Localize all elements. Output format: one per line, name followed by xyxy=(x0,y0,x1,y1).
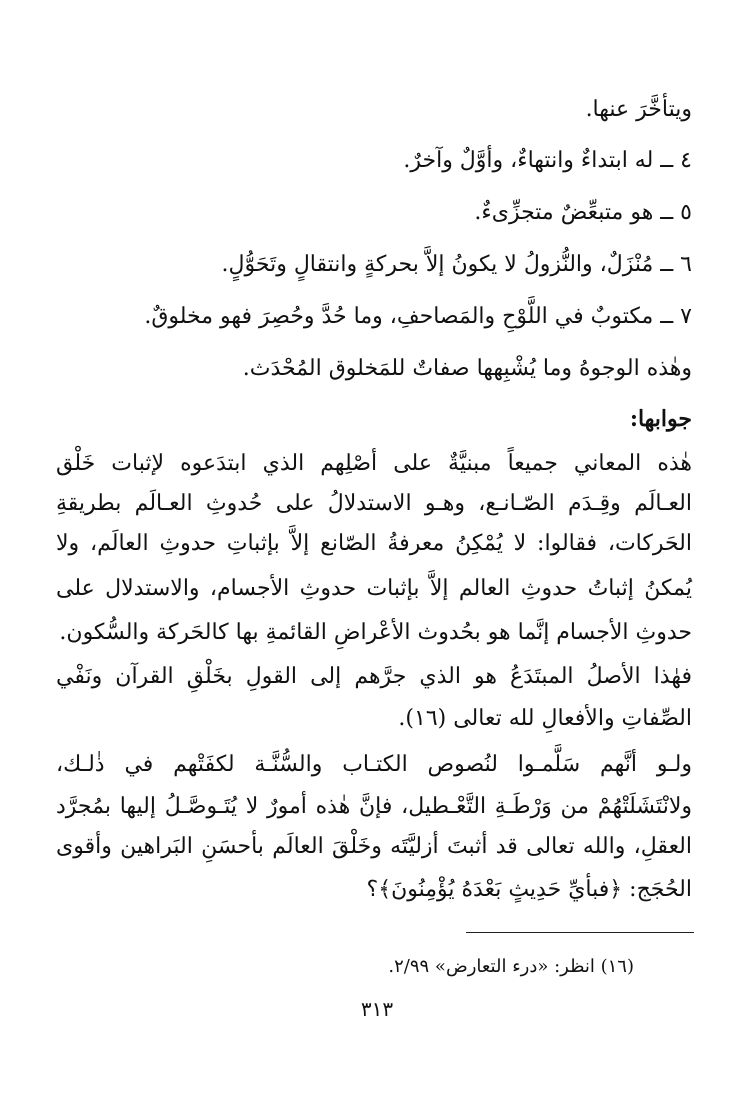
text-line-1: ويتأخَّرَ عنها. xyxy=(585,97,692,122)
footnote-divider xyxy=(466,932,694,933)
list-item-4: ٤ ــ له ابتداءٌ وانتهاءٌ، وأوَّلٌ وآخرٌ. xyxy=(403,148,692,173)
paragraph-1-line-2: العـالَم وقِـدَم الصّـانـع، وهـو الاستدلالُ على حُدوثِ العـالَم بطريقةِ xyxy=(56,491,692,516)
paragraph-3-line-2: ولانْتَشَلَتْهُمْ من وَرْطَـةِ التَّعْـطيل، فإنَّ هٰذه أمورٌ لا يُتَـوصَّـلُ إليها بمُجرَّد xyxy=(56,794,692,819)
list-item-5: ٥ ــ هو متبعِّضٌ متجزِّىءٌ. xyxy=(474,200,692,225)
paragraph-2-line-1: فهٰذا الأصلُ المبتَدَعُ هو الذي جرَّهم إلى القولِ بخَلْقِ القرآن ونَفْي xyxy=(56,664,692,689)
paragraph-3-line-4: الحُجَج: ﴿فبأيِّ حَدِيثٍ بَعْدَهُ يُؤْمِنُونَ﴾؟ xyxy=(366,877,692,902)
paragraph-1-line-4: يُمكنُ إثباتُ حدوثِ العالم إلاَّ بإثبات حدوثِ الأجسام، والاستدلال على xyxy=(56,576,692,601)
list-item-7: ٧ ــ مكتوبٌ في اللَّوْحِ والمَصاحفِ، وما حُدَّ وحُصِرَ فهو مخلوقٌ. xyxy=(144,304,692,329)
paragraph-3-line-1: ولـو أنَّهم سَلَّمـوا لنُصوص الكتـاب والسُّنَّـة لكفَتْهم في ذٰلـك، xyxy=(56,752,692,777)
paragraph-2-line-2: الصِّفاتِ والأفعالِ لله تعالى (١٦). xyxy=(398,706,692,731)
section-heading-answer: جوابها: xyxy=(629,406,692,432)
list-item-6: ٦ ــ مُنْزَلٌ، والنُّزولُ لا يكونُ إلاَّ بحركةٍ وانتقالٍ وتَحَوُّلٍ. xyxy=(221,252,692,277)
paragraph-1-line-5: حدوثِ الأجسام إنَّما هو بحُدوث الأعْراضِ القائمةِ بها كالحَركة والسُّكون. xyxy=(59,620,692,645)
paragraph-3-line-3: العقلِ، والله تعالى قد أثبتَ أزليَّتَه وخَلْقَ العالَم بأحسَنِ البَراهين وأقوى xyxy=(56,834,692,859)
page-number: ٣١٣ xyxy=(360,997,394,1021)
summary-line: وهٰذه الوجوهُ وما يُشْبِهها صفاتٌ للمَخلوق المُحْدَث. xyxy=(242,356,692,381)
paragraph-1-line-1: هٰذه المعاني جميعاً مبنيَّةٌ على أصْلِهم الذي ابتدَعوه لإثبات خَلْق xyxy=(56,451,692,476)
footnote: (١٦) انظر: «درء التعارض» ٢/٩٩. xyxy=(388,956,634,977)
paragraph-1-line-3: الحَركات، فقالوا: لا يُمْكِنُ معرفةُ الصّانع إلاَّ بإثباتِ حدوثِ العالَم، ولا xyxy=(56,531,692,556)
